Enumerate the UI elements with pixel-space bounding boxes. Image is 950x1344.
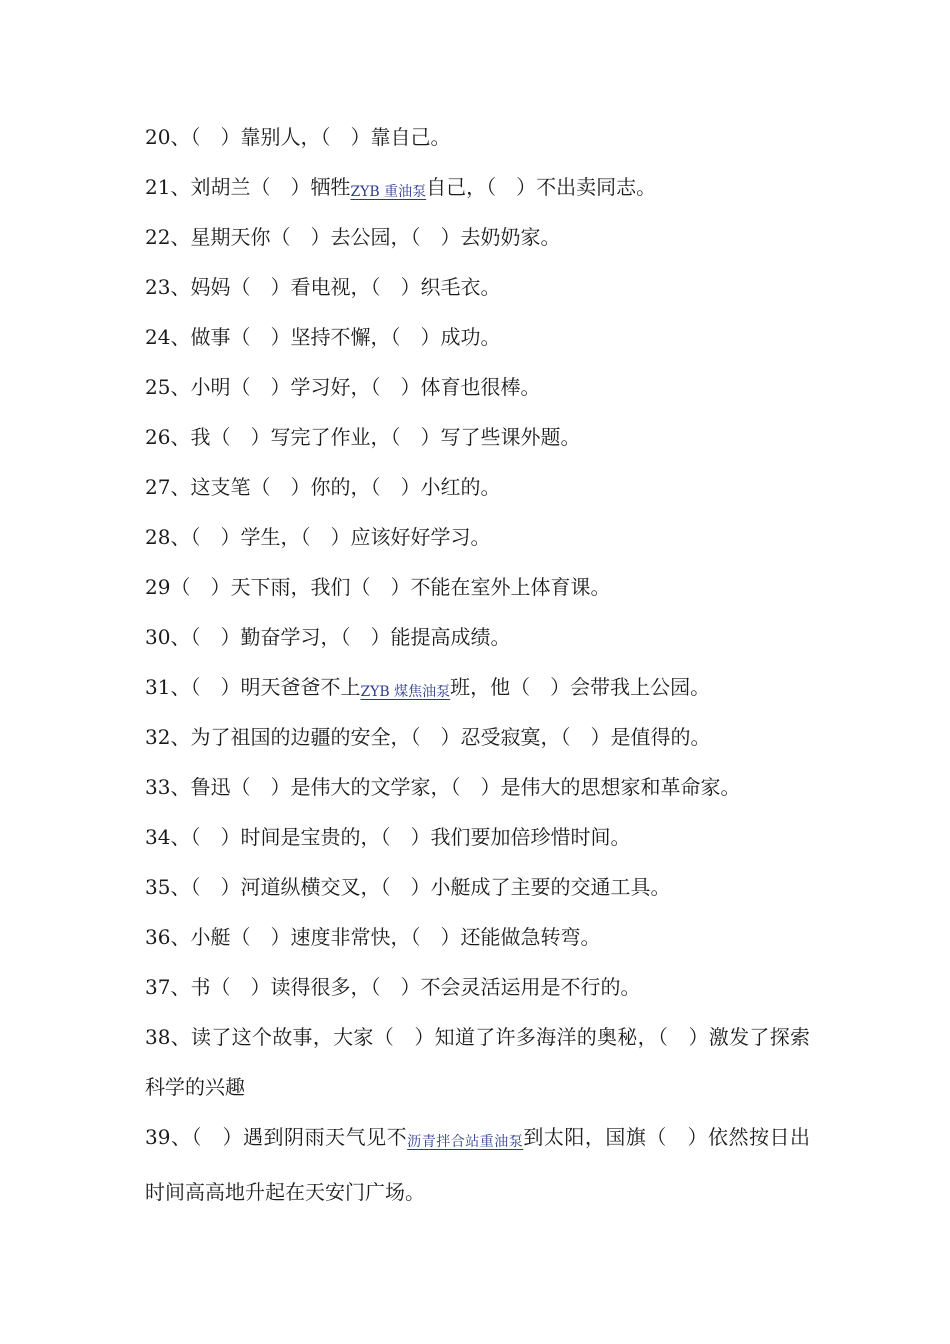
question-text: 班，他（ ）会带我上公园。 xyxy=(450,675,711,699)
question-list xyxy=(145,112,810,1217)
question-line xyxy=(145,862,810,912)
question-line xyxy=(145,1112,810,1217)
question-text: 24、做事（ ）坚持不懈，（ ）成功。 xyxy=(145,325,501,349)
question-line xyxy=(145,1012,810,1112)
question-line xyxy=(145,812,810,862)
question-text: 27、这支笔（ ）你的，（ ）小红的。 xyxy=(145,475,501,499)
inline-link[interactable]: ZYB 煤焦油泵 xyxy=(360,684,451,700)
question-text: 26、我（ ）写完了作业，（ ）写了些课外题。 xyxy=(145,425,581,449)
question-text: 21、刘胡兰（ ）牺牲 xyxy=(145,175,351,199)
question-line xyxy=(145,412,810,462)
question-text: 33、鲁迅（ ）是伟大的文学家，（ ）是伟大的思想家和革命家。 xyxy=(145,775,741,799)
question-line xyxy=(145,612,810,662)
question-text: 30、（ ）勤奋学习，（ ）能提高成绩。 xyxy=(145,625,511,649)
question-line xyxy=(145,512,810,562)
question-text: 37、书（ ）读得很多，（ ）不会灵活运用是不行的。 xyxy=(145,975,641,999)
question-text: 31、（ ）明天爸爸不上 xyxy=(145,675,361,699)
question-text: 35、（ ）河道纵横交叉，（ ）小艇成了主要的交通工具。 xyxy=(145,875,671,899)
question-line xyxy=(145,262,810,312)
question-line xyxy=(145,762,810,812)
question-text: 39、（ ）遇到阴雨天气见不 xyxy=(145,1125,408,1149)
question-text: 20、（ ）靠别人，（ ）靠自己。 xyxy=(145,125,451,149)
question-text: 25、小明（ ）学习好，（ ）体育也很棒。 xyxy=(145,375,541,399)
question-text: 28、（ ）学生，（ ）应该好好学习。 xyxy=(145,525,491,549)
inline-link[interactable]: 沥青拌合站重油泵 xyxy=(407,1134,524,1150)
question-line xyxy=(145,462,810,512)
question-text: 34、（ ）时间是宝贵的，（ ）我们要加倍珍惜时间。 xyxy=(145,825,631,849)
inline-link[interactable]: ZYB 重油泵 xyxy=(350,184,427,200)
question-text: 22、星期天你（ ）去公园，（ ）去奶奶家。 xyxy=(145,225,561,249)
question-line xyxy=(145,962,810,1012)
question-text: 38、读了这个故事，大家（ ）知道了许多海洋的奥秘，（ ）激发了探索科学的兴趣 xyxy=(145,1025,810,1099)
question-line xyxy=(145,362,810,412)
question-text: 29（ ）天下雨，我们（ ）不能在室外上体育课。 xyxy=(145,575,611,599)
question-line xyxy=(145,562,810,612)
question-text: 32、为了祖国的边疆的安全，（ ）忍受寂寞，（ ）是值得的。 xyxy=(145,725,711,749)
question-line xyxy=(145,312,810,362)
question-text: 23、妈妈（ ）看电视，（ ）织毛衣。 xyxy=(145,275,501,299)
question-line xyxy=(145,212,810,262)
question-line xyxy=(145,662,810,712)
question-text: 自己，（ ）不出卖同志。 xyxy=(426,175,657,199)
question-line xyxy=(145,112,810,162)
question-line xyxy=(145,162,810,212)
question-line xyxy=(145,712,810,762)
question-text: 到太阳，国旗（ ）依然按日出时间高高地升起在天安门广场。 xyxy=(145,1125,810,1204)
question-line xyxy=(145,912,810,962)
question-text: 36、小艇（ ）速度非常快，（ ）还能做急转弯。 xyxy=(145,925,601,949)
